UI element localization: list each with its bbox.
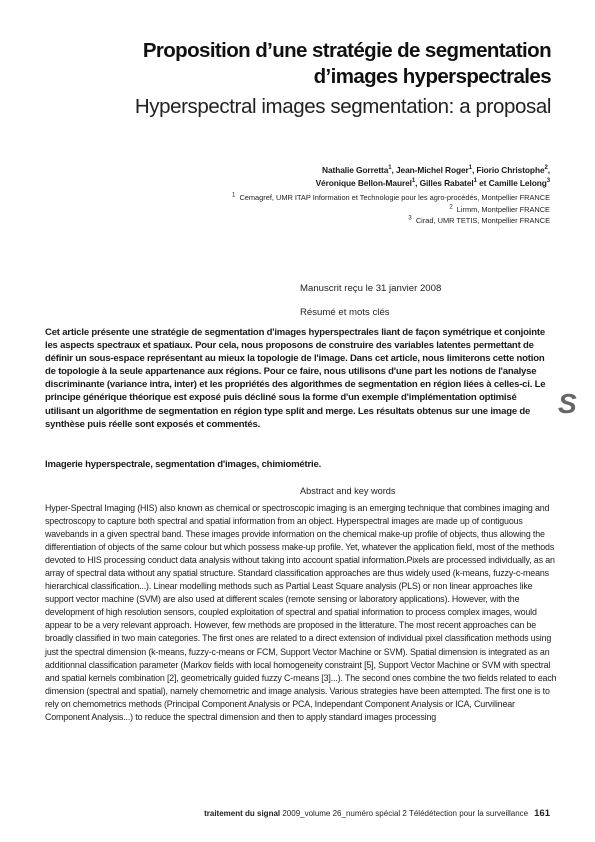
journal-name: traitement du signal bbox=[204, 809, 281, 818]
affiliation-item bbox=[110, 215, 550, 227]
section-logo-mark: S bbox=[558, 388, 577, 419]
issue-info: 2009_volume 26_numéro spécial 2 Télédétection pour la surveillance bbox=[280, 809, 529, 818]
affiliation-item bbox=[110, 192, 550, 204]
title-fr-line-1: Proposition d’une stratégie de segmentation bbox=[142, 39, 551, 62]
abstract-french: Cet article présente une stratégie de segmentation d'images hyperspectrales liant de façon symétrique et conjointe les aspects spectraux et spatiaux. Pour cela, nous proposons de construire des variables latentes permettant de définir un sous-espace représentant au mieux la topologie de l'image. Dans cet article, nous limiterons cette notion de topologie à la seule appartenance aux régions. Pour ce faire, nous utilisons d'une part les notions de l'analyse discriminante (variance intra, inter) et les propriétés des algorithmes de segmentation en région liées à celles-ci. Le principe générique théorique est exposé puis décliné sous la forme d'un exemple d'implémentation optimisé utilisant un algorithme de segmentation en région type split and merge. Les résultats obtenus sur une image de synthèse puis réelle sont exposés et commentés. bbox=[45, 327, 546, 430]
keywords-french: Imagerie hyperspectrale, segmentation d'images, chimiométrie. bbox=[45, 459, 322, 470]
author-name: , Gilles Rabatel bbox=[415, 178, 474, 188]
affiliation-marker: 1 bbox=[468, 165, 472, 172]
page-number: 161 bbox=[534, 808, 550, 819]
affiliation-marker: 1 bbox=[473, 178, 477, 185]
author-name: , Fiorio Christophe bbox=[471, 165, 545, 175]
affiliation-marker: 3 bbox=[546, 178, 550, 185]
author-line-1 bbox=[130, 164, 550, 177]
affiliation-text: Cemagref, UMR ITAP Information et Technologie pour les agro-procédés, Montpellier FRANCE bbox=[239, 193, 550, 202]
author-name: et Camille Lelong bbox=[476, 178, 547, 188]
affiliation-number: 3 bbox=[408, 215, 412, 222]
page-footer bbox=[204, 808, 550, 819]
affiliation-text: Lirmm, Montpellier FRANCE bbox=[456, 204, 550, 214]
author-separator: , bbox=[547, 165, 550, 175]
author-name: , Jean-Michel Roger bbox=[391, 165, 469, 175]
author-line-2 bbox=[130, 177, 550, 190]
affiliation-marker: 1 bbox=[411, 178, 416, 185]
affiliation-item bbox=[110, 204, 550, 216]
title-fr-line-2: d’images hyperspectrales bbox=[313, 65, 551, 88]
article-title-english: Hyperspectral images segmentation: a proposal bbox=[134, 95, 551, 118]
abstract-english: Hyper-Spectral Imaging (HIS) also known as chemical or spectroscopic imaging is an emerging technique that combines imaging and spectroscopy to capture both spectral and spatial information from an object. Hyperspectral images are made up of contiguous wavebands in a given spectral band. These images provide information on the chemical make-up profile of objects, thus allowing the differentiation of objects of the same colour but which possess make-up profile. Yet, whatever the application field, most of the methods devoted to HIS processing conduct data analysis without taking into account spatial information.Pixels are processed individually, as an array of spectral data without any spatial structure. Standard classification approaches are thus widely used (k-means, fuzzy-c-means hierarchical classification...). Linear modelling methods such as Partial Least Square analysis (PLS) or non linear approaches like support vector machine (SVM) are also used at different scales (remote sensing or laboratory applications). However, with the development of high resolution sensors, coupled exploitation of spectral and spatial information to process complex images, would appear to be a very relevant approach. However, few methods are proposed in the litterature. The most recent approaches can be broadly classified in two main categories. The first ones are related to a direct extension of individual pixel classification methods using just the spectral dimension (k-means, fuzzy-c-means or FCM, Support Vector Machine or SVM). Spatial dimension is integrated as an additionnal classification parameter (Markov fields with local homogeneity constraint [5], Support Vector Machine or SVM with spectral and spatial kernels combination [2], geometrically guided fuzzy C-means [3]...). The second ones combine the two fields related to each dimension (spectral and spatial), namely chemometric and image analysis. Various strategies have been attempted. The first one is to rely on chemometrics methods (Principal Component Analysis or PCA, Independant Component Analysis or ICA, Curvilinear Component Analysis...) to reduce the spectral dimension and then to apply standard images processing bbox=[45, 503, 557, 722]
affiliation-number: 2 bbox=[449, 204, 453, 211]
affiliation-number: 1 bbox=[232, 192, 236, 199]
article-title-french bbox=[31, 38, 551, 90]
affiliation-marker: 1 bbox=[388, 165, 392, 172]
abstract-heading: Abstract and key words bbox=[300, 486, 396, 496]
author-name: Nathalie Gorretta bbox=[322, 165, 389, 175]
author-name: Véronique Bellon-Maurel bbox=[315, 178, 412, 188]
received-date: Manuscrit reçu le 31 janvier 2008 bbox=[300, 283, 442, 294]
affiliation-text: Cirad, UMR TETIS, Montpellier FRANCE bbox=[415, 216, 550, 225]
affiliation-marker: 2 bbox=[544, 165, 548, 172]
author-list bbox=[130, 164, 550, 190]
resume-heading: Résumé et mots clés bbox=[300, 307, 390, 318]
affiliation-list bbox=[110, 192, 550, 227]
